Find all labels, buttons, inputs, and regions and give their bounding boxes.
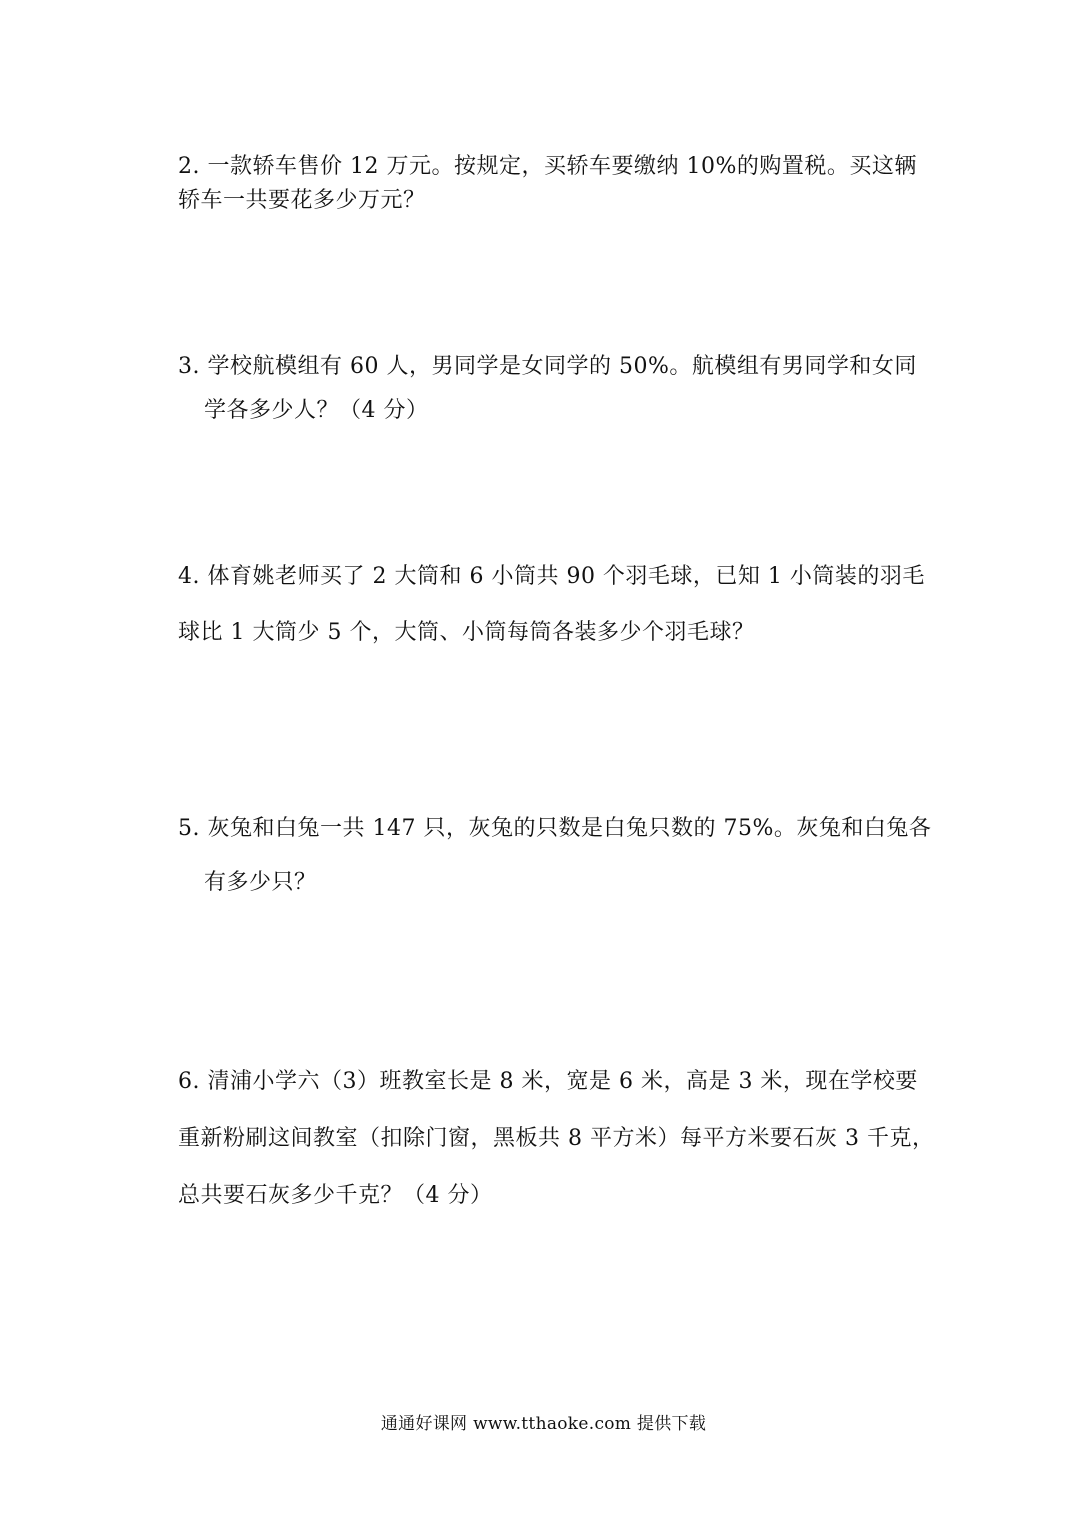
page-footer: 通通好课网 www.tthaoke.com 提供下载 (380, 1414, 707, 1434)
question-3-line-1: 3. 学校航模组有 60 人，男同学是女同学的 50%。航模组有男同学和女同 (178, 354, 917, 379)
question-6-line-2: 重新粉刷这间教室（扣除门窗，黑板共 8 平方米）每平方米要石灰 3 千克， (178, 1126, 935, 1151)
question-6-line-1: 6. 清浦小学六（3）班教室长是 8 米，宽是 6 米，高是 3 米，现在学校要 (178, 1069, 918, 1094)
question-4-line-1: 4. 体育姚老师买了 2 大筒和 6 小筒共 90 个羽毛球，已知 1 小筒装的羽毛 (178, 564, 925, 589)
question-6-line-3: 总共要石灰多少千克？（4 分） (178, 1183, 493, 1208)
question-3 (178, 345, 978, 433)
question-4-line-2: 球比 1 大筒少 5 个，大筒、小筒每筒各装多少个羽毛球？ (178, 620, 755, 645)
question-4 (178, 549, 978, 661)
question-6 (178, 1053, 978, 1224)
question-3-line-2: 学各多少人？（4 分） (204, 398, 429, 423)
question-2-line-1: 2. 一款轿车售价 12 万元。按规定，买轿车要缴纳 10%的购置税。买这辆 (178, 154, 917, 179)
question-5 (178, 802, 978, 910)
question-2 (178, 150, 978, 218)
question-5-line-1: 5. 灰兔和白兔一共 147 只，灰兔的只数是白兔只数的 75%。灰兔和白兔各 (178, 816, 932, 841)
question-2-line-2: 轿车一共要花多少万元？ (178, 188, 426, 213)
question-5-line-2: 有多少只？ (204, 870, 317, 895)
